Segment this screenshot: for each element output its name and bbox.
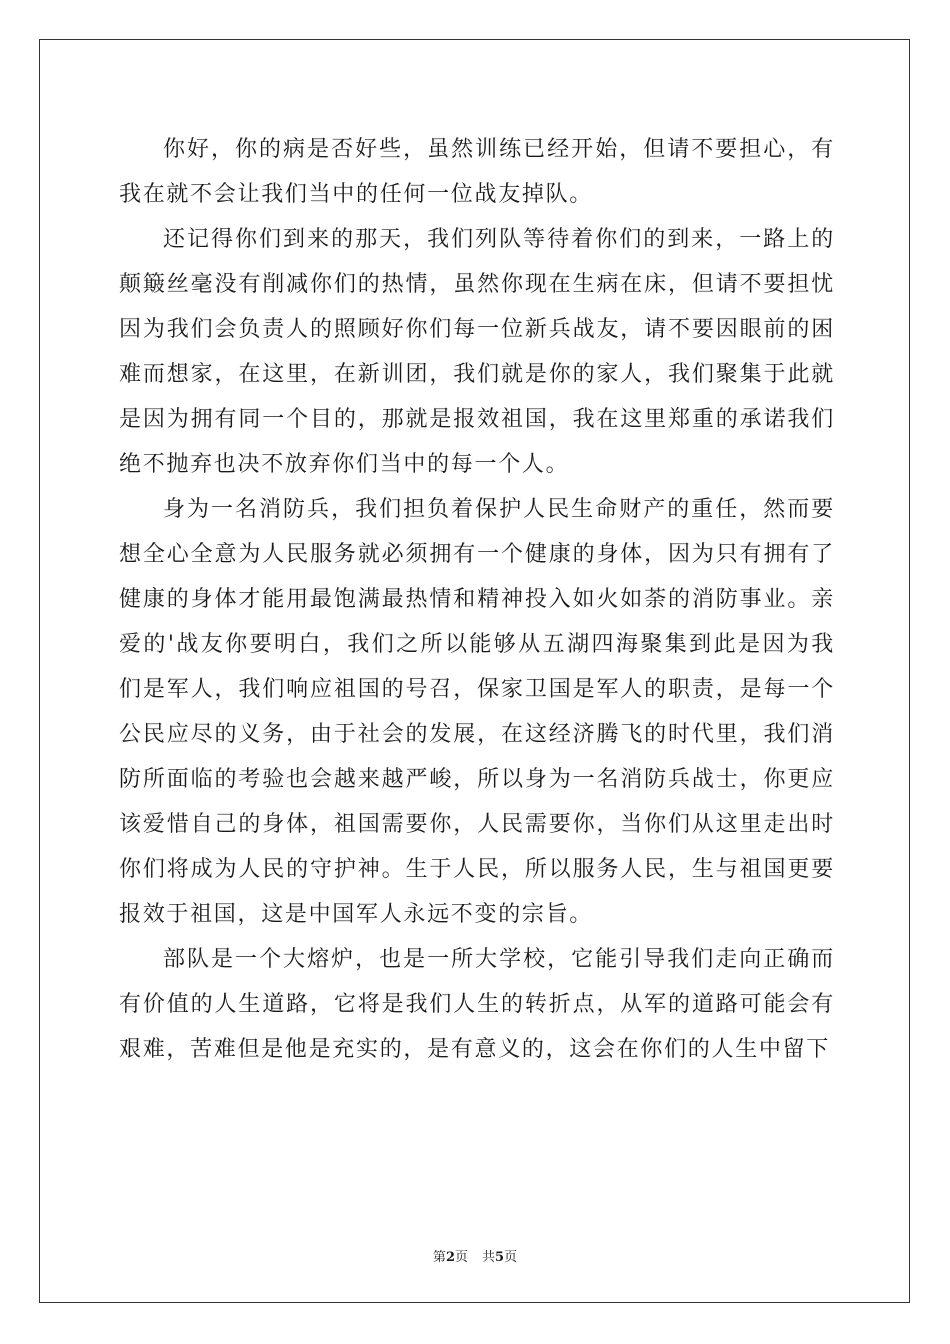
document-body [119, 127, 835, 1072]
page-suffix: 页 [454, 1250, 468, 1265]
paragraph-1: 你好，你的病是否好些，虽然训练已经开始，但请不要担心，有我在就不会让我们当中的任何一位战友掉队。 [119, 137, 835, 207]
total-pages: 5 [495, 1250, 505, 1265]
page-footer [0, 1246, 950, 1265]
paragraph-4: 部队是一个大熔炉，也是一所大学校，它能引导我们走向正确而有价值的人生道路，它将是我们人生的转折点，从军的道路可能会有艰难，苦难但是他是充实的，是有意义的，这会在你们的人生中留下 [119, 947, 835, 1062]
total-prefix: 共 [482, 1250, 496, 1265]
total-suffix: 页 [504, 1250, 518, 1265]
page-number: 2 [445, 1250, 455, 1265]
page-prefix: 第 [432, 1250, 446, 1265]
paragraph-3: 身为一名消防兵，我们担负着保护人民生命财产的重任，然而要想全心全意为人民服务就必须拥有一个健康的身体，因为只有拥有了健康的身体才能用最饱满最热情和精神投入如火如荼的消防事业。亲爱的'战友你要明白，我们之所以能够从五湖四海聚集到此是因为我们是军人，我们响应祖国的号召，保家卫国是军人的职责，是每一个公民应尽的义务，由于社会的发展，在这经济腾飞的时代里，我们消防所面临的考验也会越来越严峻，所以身为一名消防兵战士，你更应该爱惜自己的身体，祖国需要你，人民需要你，当你们从这里走出时你们将成为人民的守护神。生于人民，所以服务人民，生与祖国更要报效于祖国，这是中国军人永远不变的宗旨。 [119, 497, 835, 927]
paragraph-2: 还记得你们到来的那天，我们列队等待着你们的到来，一路上的颠簸丝毫没有削减你们的热情，虽然你现在生病在床，但请不要担忧因为我们会负责人的照顾好你们每一位新兵战友，请不要因眼前的困难而想家，在这里，在新训团，我们就是你的家人，我们聚集于此就是因为拥有同一个目的，那就是报效祖国，我在这里郑重的承诺我们绝不抛弃也决不放弃你们当中的每一个人。 [119, 227, 835, 477]
